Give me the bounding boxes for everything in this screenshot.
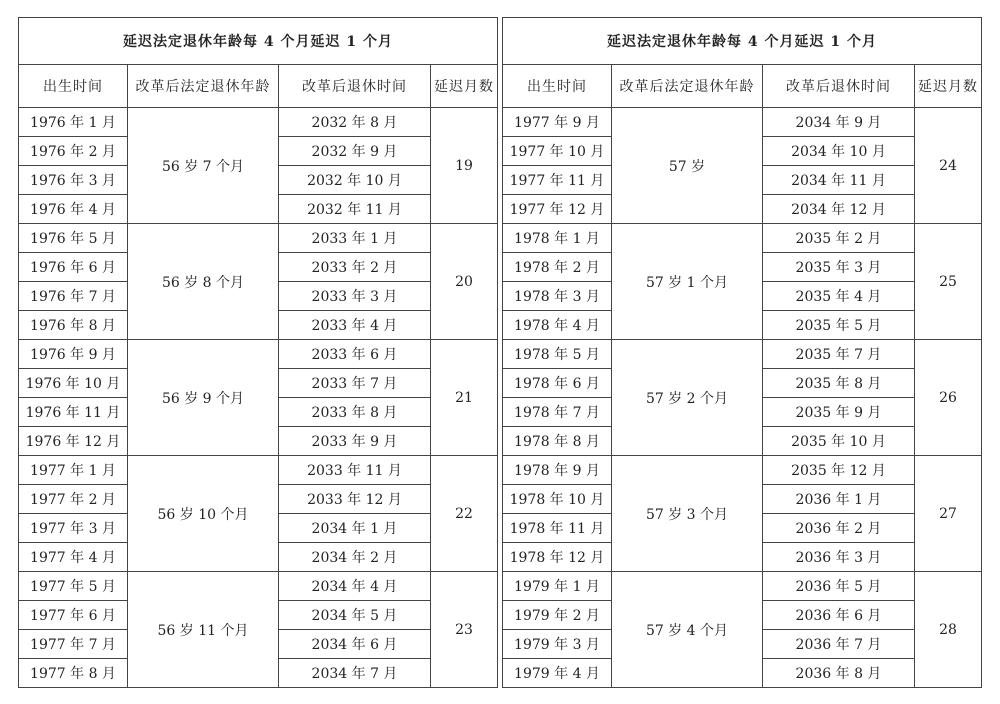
table-title: 延迟法定退休年龄每 4 个月延迟 1 个月	[19, 18, 498, 65]
birth-date-cell: 1976 年 10 月	[19, 369, 128, 398]
birth-date-cell: 1979 年 4 月	[503, 659, 612, 688]
retirement-date-cell: 2034 年 10 月	[763, 137, 915, 166]
retirement-date-cell: 2035 年 9 月	[763, 398, 915, 427]
retirement-table	[18, 17, 498, 688]
birth-date-cell: 1978 年 6 月	[503, 369, 612, 398]
birth-date-cell: 1977 年 11 月	[503, 166, 612, 195]
birth-date-cell: 1976 年 9 月	[19, 340, 128, 369]
table-row	[19, 108, 498, 137]
column-header: 改革后法定退休年龄	[128, 65, 279, 108]
retirement-date-cell: 2032 年 8 月	[279, 108, 431, 137]
retirement-date-cell: 2033 年 8 月	[279, 398, 431, 427]
retirement-table-left	[18, 17, 498, 688]
birth-date-cell: 1976 年 2 月	[19, 137, 128, 166]
column-header: 改革后法定退休年龄	[612, 65, 763, 108]
retirement-date-cell: 2034 年 1 月	[279, 514, 431, 543]
retirement-date-cell: 2032 年 11 月	[279, 195, 431, 224]
table-row	[503, 340, 982, 369]
retirement-age-cell: 56 岁 10 个月	[128, 456, 279, 572]
table-row	[19, 224, 498, 253]
table-title: 延迟法定退休年龄每 4 个月延迟 1 个月	[503, 18, 982, 65]
column-header: 改革后退休时间	[279, 65, 431, 108]
delay-months-cell: 24	[915, 108, 982, 224]
birth-date-cell: 1978 年 12 月	[503, 543, 612, 572]
retirement-age-cell: 57 岁	[612, 108, 763, 224]
birth-date-cell: 1976 年 7 月	[19, 282, 128, 311]
retirement-date-cell: 2035 年 12 月	[763, 456, 915, 485]
retirement-date-cell: 2036 年 3 月	[763, 543, 915, 572]
retirement-table-right	[502, 17, 982, 688]
delay-months-cell: 22	[431, 456, 498, 572]
birth-date-cell: 1978 年 8 月	[503, 427, 612, 456]
birth-date-cell: 1976 年 1 月	[19, 108, 128, 137]
column-header: 延迟月数	[431, 65, 498, 108]
delay-months-cell: 20	[431, 224, 498, 340]
retirement-date-cell: 2036 年 8 月	[763, 659, 915, 688]
birth-date-cell: 1977 年 7 月	[19, 630, 128, 659]
retirement-age-cell: 57 岁 4 个月	[612, 572, 763, 688]
delay-months-cell: 28	[915, 572, 982, 688]
birth-date-cell: 1977 年 5 月	[19, 572, 128, 601]
retirement-date-cell: 2032 年 9 月	[279, 137, 431, 166]
table-header-row	[503, 65, 982, 108]
retirement-age-cell: 56 岁 9 个月	[128, 340, 279, 456]
delay-months-cell: 23	[431, 572, 498, 688]
delay-months-cell: 26	[915, 340, 982, 456]
birth-date-cell: 1976 年 6 月	[19, 253, 128, 282]
table-title-row	[503, 18, 982, 65]
birth-date-cell: 1978 年 3 月	[503, 282, 612, 311]
birth-date-cell: 1978 年 2 月	[503, 253, 612, 282]
table-row	[19, 456, 498, 485]
table-row	[19, 572, 498, 601]
retirement-date-cell: 2035 年 4 月	[763, 282, 915, 311]
retirement-age-cell: 57 岁 3 个月	[612, 456, 763, 572]
retirement-date-cell: 2036 年 5 月	[763, 572, 915, 601]
birth-date-cell: 1977 年 12 月	[503, 195, 612, 224]
birth-date-cell: 1976 年 4 月	[19, 195, 128, 224]
table-row	[503, 224, 982, 253]
column-header: 改革后退休时间	[763, 65, 915, 108]
birth-date-cell: 1977 年 3 月	[19, 514, 128, 543]
retirement-date-cell: 2034 年 12 月	[763, 195, 915, 224]
retirement-date-cell: 2032 年 10 月	[279, 166, 431, 195]
birth-date-cell: 1977 年 1 月	[19, 456, 128, 485]
retirement-date-cell: 2034 年 4 月	[279, 572, 431, 601]
column-header: 出生时间	[19, 65, 128, 108]
birth-date-cell: 1976 年 11 月	[19, 398, 128, 427]
retirement-date-cell: 2036 年 2 月	[763, 514, 915, 543]
retirement-date-cell: 2033 年 12 月	[279, 485, 431, 514]
table-row	[503, 108, 982, 137]
birth-date-cell: 1976 年 8 月	[19, 311, 128, 340]
birth-date-cell: 1978 年 4 月	[503, 311, 612, 340]
delay-months-cell: 27	[915, 456, 982, 572]
retirement-date-cell: 2036 年 7 月	[763, 630, 915, 659]
birth-date-cell: 1977 年 8 月	[19, 659, 128, 688]
retirement-date-cell: 2035 年 2 月	[763, 224, 915, 253]
retirement-date-cell: 2033 年 11 月	[279, 456, 431, 485]
retirement-date-cell: 2034 年 11 月	[763, 166, 915, 195]
retirement-date-cell: 2033 年 2 月	[279, 253, 431, 282]
birth-date-cell: 1979 年 2 月	[503, 601, 612, 630]
retirement-date-cell: 2034 年 2 月	[279, 543, 431, 572]
table-row	[503, 456, 982, 485]
retirement-date-cell: 2034 年 9 月	[763, 108, 915, 137]
retirement-date-cell: 2033 年 6 月	[279, 340, 431, 369]
birth-date-cell: 1979 年 1 月	[503, 572, 612, 601]
retirement-date-cell: 2033 年 4 月	[279, 311, 431, 340]
birth-date-cell: 1978 年 11 月	[503, 514, 612, 543]
delay-months-cell: 25	[915, 224, 982, 340]
birth-date-cell: 1978 年 9 月	[503, 456, 612, 485]
delay-months-cell: 21	[431, 340, 498, 456]
retirement-age-cell: 57 岁 2 个月	[612, 340, 763, 456]
birth-date-cell: 1977 年 4 月	[19, 543, 128, 572]
birth-date-cell: 1977 年 2 月	[19, 485, 128, 514]
birth-date-cell: 1978 年 10 月	[503, 485, 612, 514]
retirement-date-cell: 2035 年 7 月	[763, 340, 915, 369]
retirement-age-cell: 57 岁 1 个月	[612, 224, 763, 340]
birth-date-cell: 1978 年 5 月	[503, 340, 612, 369]
birth-date-cell: 1978 年 1 月	[503, 224, 612, 253]
birth-date-cell: 1977 年 6 月	[19, 601, 128, 630]
column-header: 延迟月数	[915, 65, 982, 108]
retirement-date-cell: 2034 年 6 月	[279, 630, 431, 659]
retirement-date-cell: 2034 年 7 月	[279, 659, 431, 688]
retirement-date-cell: 2033 年 1 月	[279, 224, 431, 253]
retirement-date-cell: 2036 年 6 月	[763, 601, 915, 630]
table-header-row	[19, 65, 498, 108]
retirement-age-cell: 56 岁 11 个月	[128, 572, 279, 688]
column-header: 出生时间	[503, 65, 612, 108]
birth-date-cell: 1976 年 3 月	[19, 166, 128, 195]
birth-date-cell: 1976 年 12 月	[19, 427, 128, 456]
retirement-date-cell: 2035 年 8 月	[763, 369, 915, 398]
birth-date-cell: 1977 年 10 月	[503, 137, 612, 166]
retirement-date-cell: 2035 年 10 月	[763, 427, 915, 456]
retirement-table	[502, 17, 982, 688]
birth-date-cell: 1977 年 9 月	[503, 108, 612, 137]
retirement-date-cell: 2035 年 5 月	[763, 311, 915, 340]
retirement-age-cell: 56 岁 7 个月	[128, 108, 279, 224]
retirement-date-cell: 2036 年 1 月	[763, 485, 915, 514]
table-row	[19, 340, 498, 369]
table-row	[503, 572, 982, 601]
birth-date-cell: 1979 年 3 月	[503, 630, 612, 659]
retirement-date-cell: 2033 年 7 月	[279, 369, 431, 398]
retirement-age-cell: 56 岁 8 个月	[128, 224, 279, 340]
birth-date-cell: 1978 年 7 月	[503, 398, 612, 427]
birth-date-cell: 1976 年 5 月	[19, 224, 128, 253]
retirement-date-cell: 2034 年 5 月	[279, 601, 431, 630]
retirement-date-cell: 2033 年 3 月	[279, 282, 431, 311]
retirement-date-cell: 2033 年 9 月	[279, 427, 431, 456]
delay-months-cell: 19	[431, 108, 498, 224]
table-title-row	[19, 18, 498, 65]
retirement-date-cell: 2035 年 3 月	[763, 253, 915, 282]
